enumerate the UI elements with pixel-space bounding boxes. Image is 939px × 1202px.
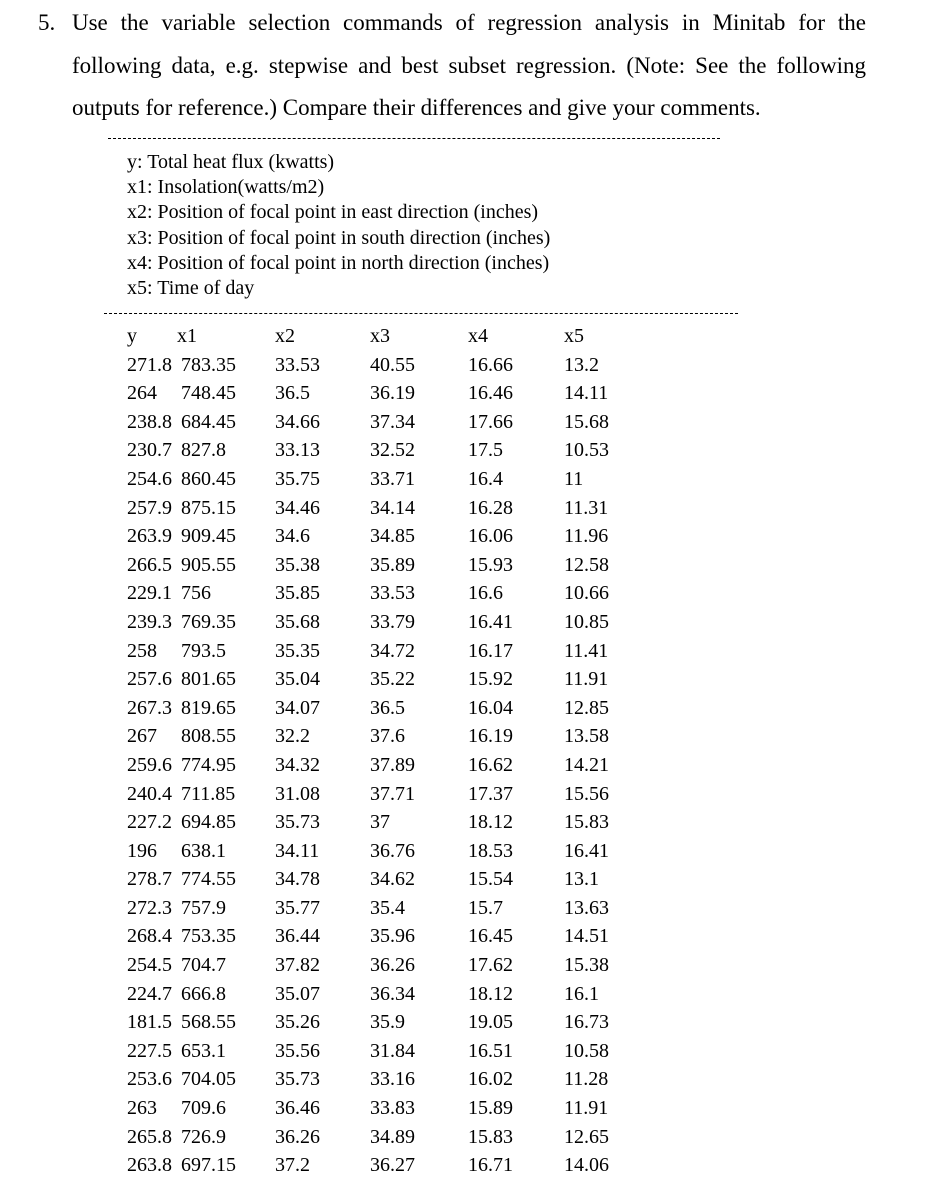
table-cell-x3: 37.71 (370, 782, 415, 805)
table-cell-y: 254.5 (127, 954, 172, 977)
table-cell-x2: 33.53 (275, 353, 320, 376)
table-cell-x3: 34.89 (370, 1125, 415, 1148)
table-cell-x1: 653.1 (181, 1039, 226, 1062)
table-cell-x5: 15.83 (564, 811, 609, 834)
table-cell-x3: 34.62 (370, 868, 415, 891)
table-cell-x3: 33.71 (370, 467, 415, 490)
table-cell-x5: 14.21 (564, 753, 609, 776)
table-cell-x1: 905.55 (181, 553, 236, 576)
table-cell-y: 238.8 (127, 410, 172, 433)
table-cell-x1: 726.9 (181, 1125, 226, 1148)
table-cell-x4: 17.62 (468, 954, 513, 977)
question-text-line-1: Use the variable selection commands of regression analysis in Minitab for the (72, 10, 866, 35)
table-cell-x4: 16.45 (468, 925, 513, 948)
table-cell-x2: 32.2 (275, 725, 310, 748)
table-cell-x1: 875.15 (181, 496, 236, 519)
table-cell-x2: 34.78 (275, 868, 320, 891)
table-cell-x1: 819.65 (181, 696, 236, 719)
table-cell-x5: 11.28 (564, 1068, 609, 1091)
table-cell-x1: 827.8 (181, 439, 226, 462)
variable-definition-x3: x3: Position of focal point in south direction (inches) (127, 226, 551, 249)
table-cell-y: 278.7 (127, 868, 172, 891)
table-cell-x1: 666.8 (181, 982, 226, 1005)
table-cell-x1: 801.65 (181, 668, 236, 691)
table-cell-x2: 37.82 (275, 954, 320, 977)
table-cell-x3: 37 (370, 811, 390, 834)
table-cell-x2: 35.07 (275, 982, 320, 1005)
table-cell-x2: 33.13 (275, 439, 320, 462)
table-cell-x2: 35.75 (275, 467, 320, 490)
table-cell-y: 240.4 (127, 782, 172, 805)
table-cell-x1: 638.1 (181, 839, 226, 862)
table-cell-x4: 17.66 (468, 410, 513, 433)
table-cell-x1: 709.6 (181, 1097, 226, 1120)
table-cell-y: 267 (127, 725, 157, 748)
variable-definition-x4: x4: Position of focal point in north direction (inches) (127, 251, 550, 274)
table-cell-x1: 783.35 (181, 353, 236, 376)
table-cell-x2: 35.73 (275, 1068, 320, 1091)
table-cell-y: 230.7 (127, 439, 172, 462)
table-cell-x4: 16.66 (468, 353, 513, 376)
question-text-line-2: following data, e.g. stepwise and best subset regression. (Note: See the following (72, 53, 866, 78)
table-cell-x3: 37.34 (370, 410, 415, 433)
table-cell-x3: 37.6 (370, 725, 405, 748)
table-cell-x4: 16.06 (468, 525, 513, 548)
table-cell-x1: 684.45 (181, 410, 236, 433)
table-cell-x4: 15.54 (468, 868, 513, 891)
table-cell-x2: 34.6 (275, 525, 310, 548)
table-cell-x5: 10.53 (564, 439, 609, 462)
table-cell-y: 267.3 (127, 696, 172, 719)
table-cell-x3: 36.34 (370, 982, 415, 1005)
table-cell-y: 254.6 (127, 467, 172, 490)
table-cell-x5: 11 (564, 467, 584, 490)
table-cell-x5: 13.2 (564, 353, 599, 376)
table-cell-x4: 19.05 (468, 1011, 513, 1034)
table-cell-x1: 860.45 (181, 467, 236, 490)
table-cell-x2: 34.46 (275, 496, 320, 519)
table-cell-x5: 11.96 (564, 525, 609, 548)
table-cell-x2: 37.2 (275, 1154, 310, 1177)
table-cell-x1: 756 (181, 582, 211, 605)
table-cell-x2: 34.11 (275, 839, 320, 862)
table-cell-x4: 18.53 (468, 839, 513, 862)
table-cell-x4: 15.89 (468, 1097, 513, 1120)
table-cell-x5: 10.66 (564, 582, 609, 605)
table-cell-x4: 18.12 (468, 811, 513, 834)
table-cell-x2: 36.5 (275, 382, 310, 405)
table-cell-x3: 36.19 (370, 382, 415, 405)
table-cell-x5: 10.58 (564, 1039, 609, 1062)
table-cell-x2: 36.44 (275, 925, 320, 948)
table-cell-x4: 16.71 (468, 1154, 513, 1177)
table-cell-y: 268.4 (127, 925, 172, 948)
table-cell-y: 229.1 (127, 582, 172, 605)
table-cell-x1: 757.9 (181, 896, 226, 919)
table-cell-x3: 33.53 (370, 582, 415, 605)
table-cell-y: 259.6 (127, 753, 172, 776)
table-cell-x5: 13.1 (564, 868, 599, 891)
table-cell-x4: 15.83 (468, 1125, 513, 1148)
table-cell-x5: 15.38 (564, 954, 609, 977)
table-cell-y: 227.2 (127, 811, 172, 834)
table-cell-x5: 14.06 (564, 1154, 609, 1177)
table-cell-x1: 774.95 (181, 753, 236, 776)
table-cell-y: 263 (127, 1097, 157, 1120)
table-cell-y: 181.5 (127, 1011, 172, 1034)
table-cell-x4: 16.4 (468, 467, 503, 490)
table-cell-x3: 35.9 (370, 1011, 405, 1034)
table-cell-x5: 11.91 (564, 1097, 609, 1120)
table-cell-x4: 16.46 (468, 382, 513, 405)
table-cell-y: 271.8 (127, 353, 172, 376)
table-cell-x4: 16.6 (468, 582, 503, 605)
column-header-x2: x2 (275, 325, 295, 347)
table-cell-x1: 704.7 (181, 954, 226, 977)
table-cell-y: 253.6 (127, 1068, 172, 1091)
table-cell-x1: 568.55 (181, 1011, 236, 1034)
table-cell-x5: 14.51 (564, 925, 609, 948)
table-cell-x4: 15.92 (468, 668, 513, 691)
table-cell-y: 265.8 (127, 1125, 172, 1148)
variable-definition-x5: x5: Time of day (127, 277, 255, 300)
table-cell-x2: 34.32 (275, 753, 320, 776)
table-cell-x2: 35.04 (275, 668, 320, 691)
table-cell-x3: 32.52 (370, 439, 415, 462)
table-cell-x3: 35.89 (370, 553, 415, 576)
table-cell-x4: 16.62 (468, 753, 513, 776)
table-cell-y: 257.9 (127, 496, 172, 519)
table-cell-x2: 35.38 (275, 553, 320, 576)
table-cell-x4: 18.12 (468, 982, 513, 1005)
table-cell-x5: 12.65 (564, 1125, 609, 1148)
table-cell-x3: 31.84 (370, 1039, 415, 1062)
table-cell-x4: 15.93 (468, 553, 513, 576)
question-number: 5. (38, 10, 56, 35)
table-cell-y: 258 (127, 639, 157, 662)
table-cell-x3: 36.26 (370, 954, 415, 977)
table-cell-x5: 12.85 (564, 696, 609, 719)
table-cell-x4: 16.19 (468, 725, 513, 748)
table-cell-x4: 16.51 (468, 1039, 513, 1062)
column-header-x1: x1 (177, 325, 197, 347)
table-cell-x5: 11.41 (564, 639, 609, 662)
table-cell-x3: 34.72 (370, 639, 415, 662)
table-cell-x2: 35.56 (275, 1039, 320, 1062)
table-cell-x3: 33.79 (370, 610, 415, 633)
table-cell-x5: 16.73 (564, 1011, 609, 1034)
table-cell-x1: 909.45 (181, 525, 236, 548)
table-cell-x5: 15.56 (564, 782, 609, 805)
table-cell-y: 227.5 (127, 1039, 172, 1062)
table-cell-x5: 11.91 (564, 668, 609, 691)
table-cell-x3: 34.14 (370, 496, 415, 519)
table-cell-y: 272.3 (127, 896, 172, 919)
table-cell-x2: 34.66 (275, 410, 320, 433)
table-cell-x4: 15.7 (468, 896, 503, 919)
table-cell-x3: 37.89 (370, 753, 415, 776)
table-cell-x2: 31.08 (275, 782, 320, 805)
table-cell-x2: 35.26 (275, 1011, 320, 1034)
table-cell-x3: 33.83 (370, 1097, 415, 1120)
table-cell-x1: 704.05 (181, 1068, 236, 1091)
divider-bottom (104, 313, 738, 314)
table-cell-y: 263.8 (127, 1154, 172, 1177)
question-text-line-3: outputs for reference.) Compare their differences and give your comments. (72, 95, 761, 120)
table-cell-x4: 16.41 (468, 610, 513, 633)
variable-definition-x1: x1: Insolation(watts/m2) (127, 176, 325, 199)
table-cell-x4: 17.37 (468, 782, 513, 805)
table-cell-x5: 13.58 (564, 725, 609, 748)
table-cell-x1: 697.15 (181, 1154, 236, 1177)
divider-top (108, 138, 720, 139)
table-cell-x1: 793.5 (181, 639, 226, 662)
table-cell-x2: 35.68 (275, 610, 320, 633)
column-header-x4: x4 (468, 325, 488, 347)
column-header-x5: x5 (564, 325, 584, 347)
table-cell-x5: 16.1 (564, 982, 599, 1005)
table-cell-x3: 40.55 (370, 353, 415, 376)
table-cell-x5: 10.85 (564, 610, 609, 633)
table-cell-x2: 35.77 (275, 896, 320, 919)
table-cell-x1: 711.85 (181, 782, 236, 805)
table-cell-x5: 14.11 (564, 382, 609, 405)
table-cell-x4: 16.17 (468, 639, 513, 662)
table-cell-x1: 769.35 (181, 610, 236, 633)
table-cell-y: 266.5 (127, 553, 172, 576)
column-header-y: y (127, 325, 137, 347)
table-cell-y: 257.6 (127, 668, 172, 691)
table-cell-x5: 11.31 (564, 496, 609, 519)
variable-definition-x2: x2: Position of focal point in east direction (inches) (127, 201, 539, 224)
table-cell-x2: 35.35 (275, 639, 320, 662)
table-cell-x3: 34.85 (370, 525, 415, 548)
table-cell-x5: 12.58 (564, 553, 609, 576)
variable-definition-y: y: Total heat flux (kwatts) (127, 151, 335, 173)
table-cell-x2: 35.73 (275, 811, 320, 834)
table-cell-y: 263.9 (127, 525, 172, 548)
table-cell-x1: 808.55 (181, 725, 236, 748)
column-header-x3: x3 (370, 325, 390, 347)
table-cell-x5: 13.63 (564, 896, 609, 919)
table-cell-x4: 16.28 (468, 496, 513, 519)
table-cell-x2: 34.07 (275, 696, 320, 719)
table-cell-y: 196 (127, 839, 157, 862)
table-cell-x4: 16.02 (468, 1068, 513, 1091)
table-cell-y: 239.3 (127, 610, 172, 633)
table-cell-x2: 36.46 (275, 1097, 320, 1120)
table-cell-x5: 16.41 (564, 839, 609, 862)
table-cell-x3: 35.22 (370, 668, 415, 691)
table-cell-x3: 33.16 (370, 1068, 415, 1091)
table-cell-x3: 36.76 (370, 839, 415, 862)
table-cell-x3: 35.96 (370, 925, 415, 948)
table-cell-x3: 35.4 (370, 896, 405, 919)
variable-definitions (127, 150, 550, 301)
table-cell-x2: 36.26 (275, 1125, 320, 1148)
table-cell-y: 224.7 (127, 982, 172, 1005)
table-cell-y: 264 (127, 382, 157, 405)
table-cell-x5: 15.68 (564, 410, 609, 433)
table-cell-x1: 774.55 (181, 868, 236, 891)
table-cell-x4: 16.04 (468, 696, 513, 719)
table-cell-x3: 36.27 (370, 1154, 415, 1177)
table-cell-x2: 35.85 (275, 582, 320, 605)
table-cell-x1: 748.45 (181, 382, 236, 405)
table-cell-x4: 17.5 (468, 439, 503, 462)
table-cell-x1: 753.35 (181, 925, 236, 948)
table-cell-x3: 36.5 (370, 696, 405, 719)
table-cell-x1: 694.85 (181, 811, 236, 834)
